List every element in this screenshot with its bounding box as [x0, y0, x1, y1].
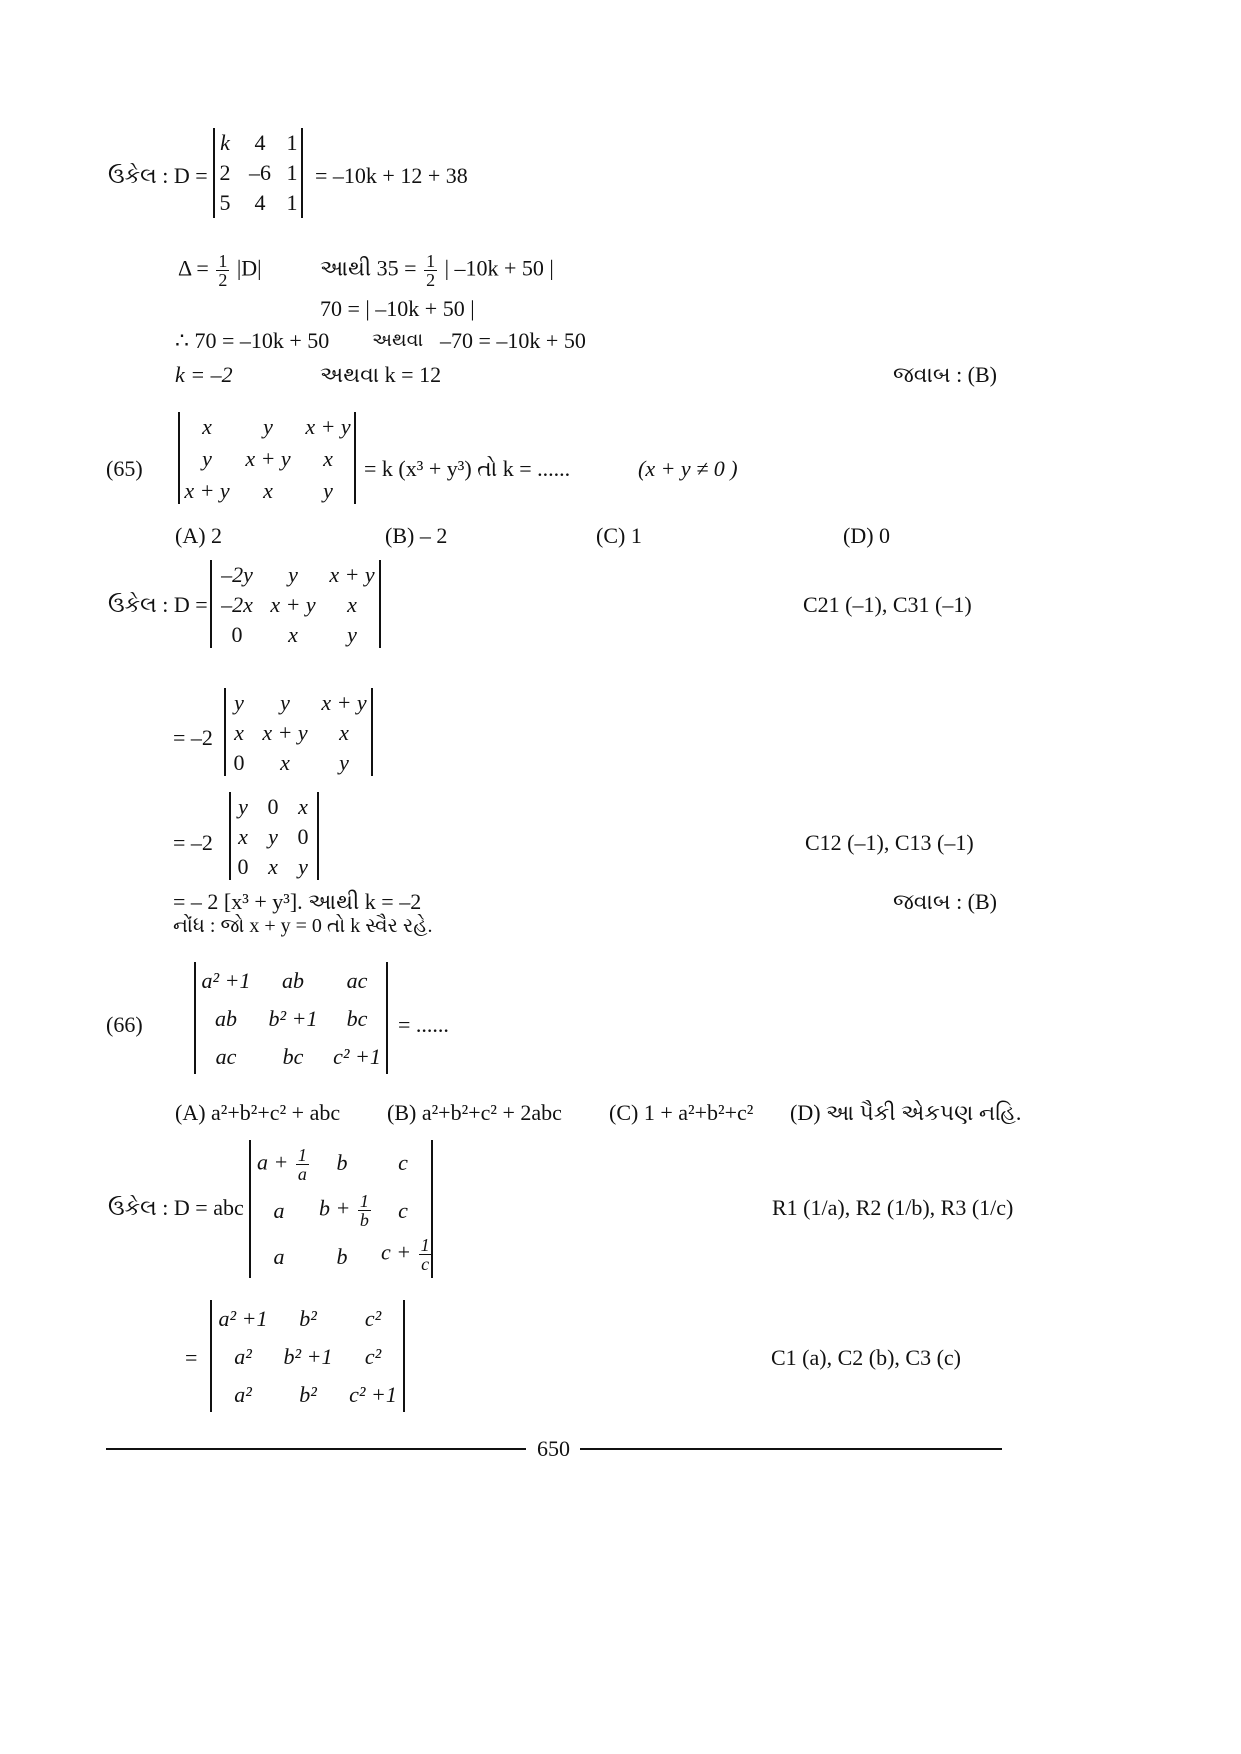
det-cell: x — [202, 414, 212, 439]
det-cell: x + y — [245, 446, 291, 471]
det-cell: –2x — [221, 592, 253, 617]
det-cell: a² +1 — [201, 968, 251, 993]
det-cell: bc — [282, 1044, 304, 1069]
det-cell: ab — [215, 1006, 237, 1031]
det-cell: c² — [364, 1344, 382, 1369]
det-cell: y — [268, 824, 278, 849]
half-fraction — [424, 252, 437, 289]
final-result: = – 2 [x³ + y³]. આથી k = –2 — [173, 889, 422, 914]
det-cell: c² +1 — [349, 1382, 397, 1407]
det-cell: ac — [346, 968, 368, 993]
fraction-numerator: 1 — [218, 251, 228, 271]
det-cell: c — [398, 1150, 408, 1175]
det-cell: 5 — [219, 190, 231, 215]
footer-rule-right — [580, 1448, 1002, 1450]
det-cell: x + y — [184, 478, 230, 503]
option-a: (A) a²+b²+c² + abc — [175, 1100, 341, 1125]
det-cell: b + $\frac{1}{b}$ — [319, 1191, 369, 1230]
det-cell: x — [339, 720, 349, 745]
footer-rule-left — [106, 1448, 526, 1450]
det-cell: b — [336, 1244, 348, 1269]
det-cell: ac — [215, 1044, 237, 1069]
det-cell: a² +1 — [218, 1306, 268, 1331]
determinant-q66-solution — [249, 1140, 433, 1278]
option-a: (A) 2 — [175, 523, 223, 548]
fraction-denominator: 2 — [218, 270, 228, 290]
det-cell: a + $\frac{1}{a}$ — [257, 1145, 307, 1184]
det-cell: y — [238, 794, 248, 819]
area-line-4a: k = –2 — [175, 362, 233, 387]
det-cell: x — [323, 446, 333, 471]
column-operations: C1 (a), C2 (b), C3 (c) — [771, 1345, 962, 1370]
therefore-35: આથી 35 = — [320, 255, 417, 281]
determinant-step-2 — [224, 688, 373, 776]
note: નોંધ : જો x + y = 0 તો k સ્વૈર રહે. — [173, 915, 433, 937]
det-cell: y — [234, 690, 244, 715]
det-cell: x + y — [305, 414, 351, 439]
det-cell: –2y — [221, 562, 253, 587]
det-cell: a — [273, 1244, 285, 1269]
det-cell: 2 — [219, 160, 231, 185]
det-cell: c + $\frac{1}{c}$ — [381, 1235, 430, 1274]
question-condition: (x + y ≠ 0 ) — [638, 456, 738, 481]
determinant-q65-solution — [210, 560, 381, 648]
det-cell: c² +1 — [333, 1044, 381, 1069]
det-cell: x + y — [321, 690, 367, 715]
solution-label: ઉકેલ : D = — [108, 592, 208, 617]
area-line-3a: ∴ 70 = –10k + 50 — [175, 328, 330, 353]
det-cell: x — [347, 592, 357, 617]
option-d: (D) આ પૈકી એકપણ નહિ. — [790, 1100, 1022, 1125]
det-cell: 1 — [286, 160, 298, 185]
step-prefix: = — [185, 1345, 198, 1370]
area-line-4b: અથવા k = 12 — [320, 362, 442, 387]
det-cell: b² — [299, 1306, 317, 1331]
det-cell: a² — [234, 1382, 252, 1407]
det-cell: 4 — [254, 190, 266, 215]
det-cell: –6 — [249, 160, 271, 185]
delta-formula — [178, 252, 262, 289]
det-cell: bc — [346, 1006, 368, 1031]
det-cell: 0 — [267, 794, 279, 819]
column-operations: C21 (–1), C31 (–1) — [803, 592, 972, 617]
option-d: (D) 0 — [843, 523, 891, 548]
determinant-step-3 — [229, 792, 319, 880]
option-b: (B) – 2 — [385, 523, 448, 548]
det-cell: y — [339, 750, 349, 775]
det-cell: x — [268, 854, 278, 879]
det-cell: c — [398, 1198, 408, 1223]
determinant-q66 — [194, 962, 388, 1074]
solution-label: ઉકેલ : D = abc — [108, 1195, 244, 1220]
det-cell: x + y — [262, 720, 308, 745]
det-cell: x — [238, 824, 248, 849]
question-rhs: = ...... — [398, 1012, 449, 1037]
det-cell: b² +1 — [268, 1006, 318, 1031]
det-cell: y — [280, 690, 290, 715]
delta-rhs: |D| — [236, 255, 262, 281]
det-cell: ab — [282, 968, 304, 993]
step-prefix: = –2 — [173, 725, 213, 750]
answer: જવાબ : (B) — [893, 362, 998, 387]
page-number: 650 — [537, 1436, 570, 1461]
det-cell: x — [298, 794, 308, 819]
det-cell: 4 — [254, 130, 266, 155]
det-cell: b — [336, 1150, 348, 1175]
det-cell: y — [347, 622, 357, 647]
option-c: (C) 1 + a²+b²+c² — [609, 1100, 754, 1125]
det-cell: y — [323, 478, 333, 503]
det-cell: b² +1 — [283, 1344, 333, 1369]
half-fraction — [216, 252, 229, 289]
or-word: અથવા — [372, 330, 424, 351]
det-cell: x — [280, 750, 290, 775]
det-cell: y — [288, 562, 298, 587]
det-cell: x — [288, 622, 298, 647]
det-cell: x — [234, 720, 244, 745]
det-cell: a² — [234, 1344, 252, 1369]
answer: જવાબ : (B) — [893, 889, 998, 914]
area-equation — [320, 252, 554, 289]
determinant-1 — [213, 128, 303, 218]
det-cell: a — [273, 1198, 285, 1223]
abs-expression: | –10k + 50 | — [444, 255, 554, 281]
det-cell: 1 — [286, 130, 298, 155]
option-c: (C) 1 — [596, 523, 642, 548]
fraction-denominator: 2 — [426, 270, 436, 290]
det-cell: x + y — [329, 562, 375, 587]
column-operations: C12 (–1), C13 (–1) — [805, 830, 974, 855]
determinant-q65 — [178, 412, 356, 504]
det-cell: y — [263, 414, 273, 439]
det-cell: 0 — [237, 854, 249, 879]
area-line-2: 70 = | –10k + 50 | — [320, 296, 475, 321]
delta-lhs: Δ = — [178, 255, 209, 281]
step-prefix: = –2 — [173, 830, 213, 855]
det-cell: x — [263, 478, 273, 503]
determinant-result: = –10k + 12 + 38 — [315, 163, 468, 188]
det-cell: c² — [364, 1306, 382, 1331]
question-number: (65) — [106, 456, 143, 481]
fraction-numerator: 1 — [426, 251, 436, 271]
det-cell: 0 — [233, 750, 245, 775]
option-b: (B) a²+b²+c² + 2abc — [387, 1100, 562, 1125]
question-rhs: = k (x³ + y³) તો k = ...... — [364, 456, 571, 481]
det-cell: 0 — [231, 622, 243, 647]
det-cell: b² — [299, 1382, 317, 1407]
det-cell: y — [298, 854, 308, 879]
det-cell: y — [202, 446, 212, 471]
determinant-step-2 — [210, 1300, 405, 1412]
det-cell: 0 — [297, 824, 309, 849]
area-line-3b: –70 = –10k + 50 — [440, 328, 586, 353]
row-operations: R1 (1/a), R2 (1/b), R3 (1/c) — [772, 1195, 1014, 1220]
det-cell: 1 — [286, 190, 298, 215]
question-number: (66) — [106, 1012, 143, 1037]
det-cell: x + y — [270, 592, 316, 617]
solution-label: ઉકેલ : D = — [108, 163, 208, 188]
det-cell: k — [220, 130, 230, 155]
